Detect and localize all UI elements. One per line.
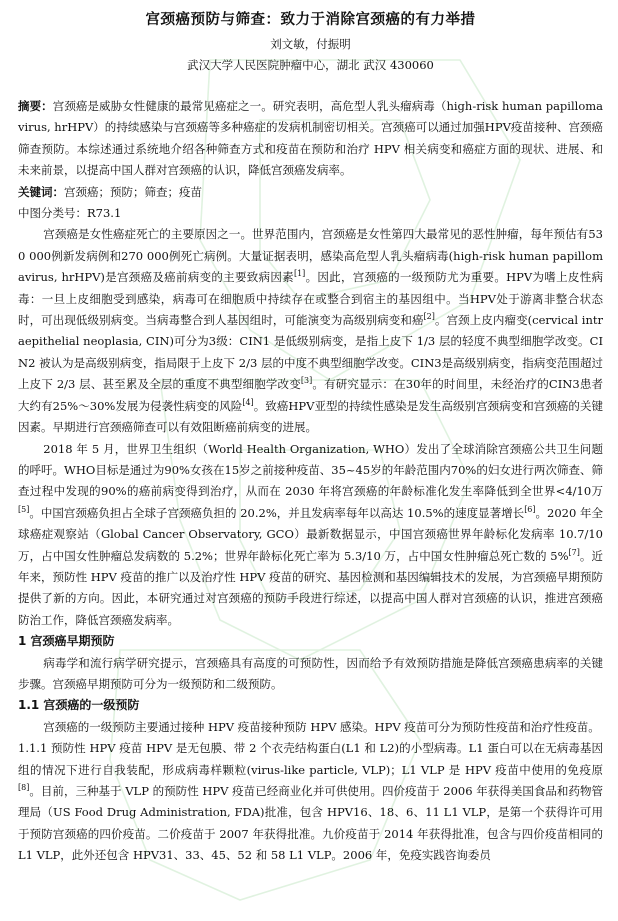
abstract — [18, 96, 603, 182]
citation-ref: [4] — [242, 397, 254, 407]
section-heading-1: 1 宫颈癌早期预防 — [18, 634, 115, 649]
classification-number: 中图分类号：R73.1 — [18, 206, 122, 221]
keywords — [18, 182, 603, 203]
body-paragraph-1 — [18, 224, 603, 438]
body-paragraph-5 — [18, 738, 603, 866]
citation-ref: [7] — [568, 547, 580, 557]
citation-ref: [2] — [423, 312, 435, 322]
paper-authors: 刘文敏，付振明 — [270, 37, 351, 51]
keywords-label: 关键词： — [18, 184, 64, 199]
citation-ref: [8] — [18, 783, 30, 793]
section-heading-1-1: 1.1 宫颈癌的一级预防 — [18, 698, 140, 713]
citation-ref: [5] — [18, 504, 30, 514]
paragraph-text: 。致癌HPV亚型的持续性感染是发生高级别宫颈病变和宫颈癌的关键因素。早期进行宫颈癌筛查可以有效阻断癌前病变的进展。 — [18, 398, 603, 435]
paragraph-text: 1.1.1 预防性 HPV 疫苗 HPV 是无包膜、带 2 个衣壳结构蛋白(L1 和 L2)的小型病毒。L1 蛋白可以在无病毒基因组的情况下进行自我装配，形成病毒样颗粒(virus-like particle, VLP)；L1 VLP 是 HPV 疫苗中使用的免疫原 — [18, 741, 603, 777]
paper-title: 宫颈癌预防与筛查：致力于消除宫颈癌的有力举措 — [145, 12, 476, 28]
paragraph-text: 。目前，三种基于 VLP 的预防性 HPV 疫苗已经商业化并可供使用。四价疫苗于 2006 年获得美国食品和药物管理局（US Food Drug Administration, FDA)批准，包含 HPV16、18、6、11 L1 VLP，是第一个获得许可用于预防宫颈癌的四价疫苗。二价疫苗于 2007 年获得批准。九价疫苗于 2014 年获得批准，包含与四价疫苗相同的 L1 VLP，此外还包含 HPV31、33、45、52 和 58 L1 VLP。2006 年，免疫实践咨询委员 — [18, 784, 603, 863]
body-paragraph-3: 病毒学和流行病学研究提示，宫颈癌具有高度的可预防性，因而给予有效预防措施是降低宫颈癌患病率的关键步骤。宫颈癌早期预防可分为一级预防和二级预防。 — [18, 655, 603, 691]
paragraph-text: 。因此，宫颈癌的一级预防尤为重要。HPV为嗜上皮性病毒：一旦上皮细胞受到感染，病毒可在细胞质中持续存在或整合到宿主的基因组中。当HPV处于游离非整合状态时，可出现低级别病变。当病毒整合到人基因组时，可能演变为高级别病变和癌 — [18, 270, 603, 328]
paragraph-text: 。2020 年全球癌症观察站（Global Cancer Observatory, GCO）最新数据显示，中国宫颈癌世界年龄标化发病率 10.7/10 万，占中国女性肿瘤总发病数的 5.2%；世界年龄标化死亡率为 5.3/10 万，占中国女性肿瘤总死亡数的 5% — [18, 505, 603, 563]
abstract-text: 宫颈癌是威胁女性健康的最常见癌症之一。研究表明，高危型人乳头瘤病毒（high-risk human papillomavirus, hrHPV）的持续感染与宫颈癌等多种癌症的发病机制密切相关。宫颈癌可以通过加强HPV疫苗接种、宫颈癌筛查预防。本综述通过系统地介绍各种筛查方式和疫苗在预防和治疗 HPV 相关病变和癌症方面的现状、进展、和未来前景，以提高中国人群对宫颈癌的认识，降低宫颈癌发病率。 — [18, 99, 604, 178]
paragraph-text: 。中国宫颈癌负担占全球子宫颈癌负担的 20.2%，并且发病率每年以高达 10.5%的速度显著增长 — [29, 505, 525, 520]
keywords-text: 宫颈癌；预防；筛查；疫苗 — [64, 184, 202, 199]
paper-affiliation: 武汉大学人民医院肿瘤中心，湖北 武汉 430060 — [187, 58, 434, 72]
citation-ref: [1] — [293, 269, 306, 279]
paragraph-text: 。近年来，预防性 HPV 疫苗的推广以及治疗性 HPV 疫苗的研究、基因检测和基因编辑技术的发展，为宫颈癌早期预防提供了新的方向。因此，本研究通过对宫颈癌的预防手段进行综述，以提高中国人群对宫颈癌的认识，推进宫颈癌防治工作，降低宫颈癌发病率。 — [18, 548, 604, 627]
paragraph-text: 2018 年 5 月，世界卫生组织（World Health Organization, WHO）发出了全球消除宫颈癌公共卫生问题的呼吁。WHO目标是通过为90%女孩在15岁之前接种疫苗、35~45岁的年龄范围内70%的妇女进行两次筛查、筛查过程中发现的90%的癌前病变得到治疗，从而在 2030 年将宫颈癌的年龄标准化发生率降低到全世界<4/10万 — [18, 441, 603, 499]
citation-ref: [3] — [300, 376, 313, 386]
body-paragraph-4: 宫颈癌的一级预防主要通过接种 HPV 疫苗接种预防 HPV 感染。HPV 疫苗可分为预防性疫苗和治疗性疫苗。 — [43, 719, 600, 734]
abstract-label: 摘要： — [18, 99, 53, 113]
citation-ref: [6] — [524, 504, 536, 514]
paragraph-text: 。有研究显示：在30年的时间里，未经治疗的CIN3患者大约有25%～30%发展为侵袭性病变的风险 — [18, 377, 603, 413]
paragraph-text: 。宫颈上皮内瘤变(cervical intraepithelial neoplasia, CIN)可分为3级：CIN1 是低级别病变，是指上皮下 1/3 层的轻度不典型细胞学改变。CIN2 被认为是高级别病变，指局限于上皮下 2/3 层的中度不典型细胞学改变。CIN3是高级别病变，指病变范围超过上皮下 2/3 层、甚至累及全层的重度不典型细胞学改变 — [18, 313, 603, 392]
body-paragraph-2 — [18, 439, 603, 632]
paragraph-text: 宫颈癌是女性癌症死亡的主要原因之一。世界范围内，宫颈癌是女性第四大最常见的恶性肿瘤，每年预估有530 000例新发病例和270 000例死亡病例。大量证据表明，感染高危型人乳头瘤病毒(high-risk human papillomavirus, hrHPV)是宫颈癌及癌前病变的主要致病因素 — [18, 227, 603, 285]
